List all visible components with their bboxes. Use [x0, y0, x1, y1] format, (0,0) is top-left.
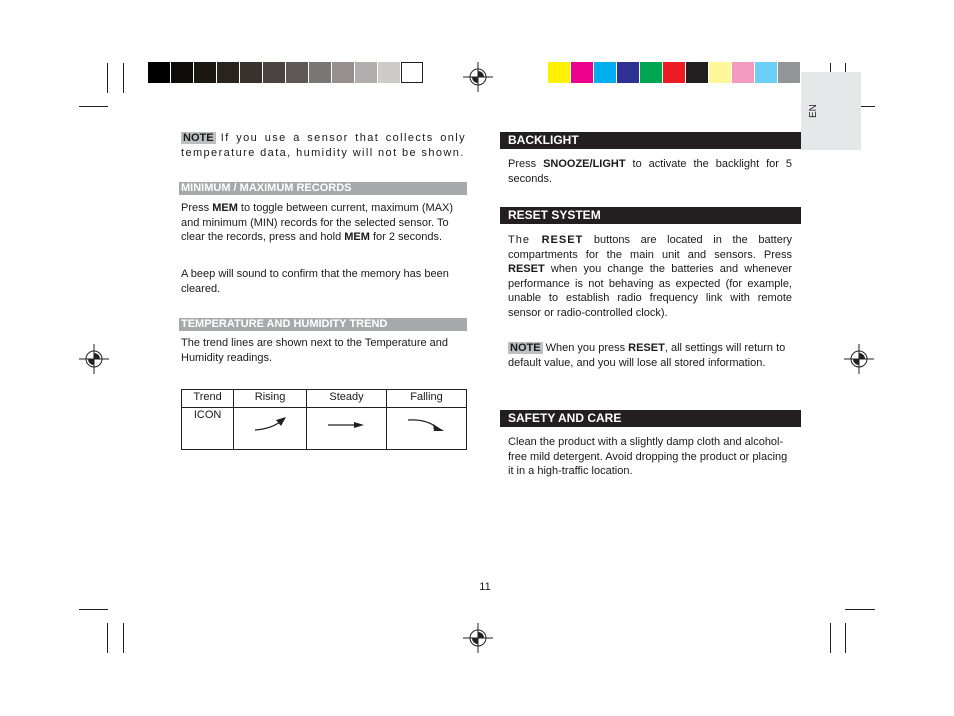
trend-header-cell: Trend — [182, 390, 234, 408]
color-swatch — [194, 62, 216, 83]
section-heading-minmax: MINIMUM / MAXIMUM RECORDS — [179, 182, 467, 195]
trend-table-header-row — [182, 390, 467, 408]
section-heading-backlight: BACKLIGHT — [500, 132, 801, 149]
registration-mark-right-icon — [844, 344, 874, 374]
trend-header-cell: Falling — [386, 390, 466, 408]
color-swatch — [663, 62, 685, 83]
falling-cell — [386, 408, 466, 450]
section-heading-reset: RESET SYSTEM — [500, 207, 801, 224]
beep-paragraph: A beep will sound to confirm that the memory has been cleared. — [181, 268, 449, 295]
trend-row-label: ICON — [182, 408, 234, 450]
color-swatch — [148, 62, 170, 83]
note-text: If you use a sensor that collects only temperature data, humidity will not be shown. — [181, 132, 466, 159]
color-swatch — [732, 62, 754, 83]
language-tab-label: EN — [808, 104, 819, 118]
color-swatch — [332, 62, 354, 83]
trend-header-cell: Rising — [234, 390, 307, 408]
reset-paragraph: The RESET buttons are located in the battery compartments for the main unit and sensors. Press RESET when you change the batteries and whenever performance is not behaving as expected (for example, unable to establish radio frequency link with remote sensor or radio-controlled clock). — [508, 234, 792, 319]
color-swatch — [755, 62, 777, 83]
note-sensor-temperature — [181, 131, 466, 160]
trend-table — [181, 389, 467, 450]
note-tag: NOTE — [510, 342, 541, 354]
color-swatch — [640, 62, 662, 83]
rising-arrow-icon — [250, 408, 290, 438]
color-swatch — [263, 62, 285, 83]
color-swatch — [171, 62, 193, 83]
color-swatch — [309, 62, 331, 83]
color-swatch — [686, 62, 708, 83]
trend-table-icon-row — [182, 408, 467, 450]
section-heading-safety: SAFETY AND CARE — [500, 410, 801, 427]
safety-paragraph: Clean the product with a slightly damp cloth and alcohol-free mild detergent. Avoid dropping the product or placing it in a high-traffic location. — [508, 436, 788, 477]
color-swatch — [548, 62, 570, 83]
color-swatch — [355, 62, 377, 83]
color-swatch — [778, 62, 800, 83]
trend-paragraph: The trend lines are shown next to the Temperature and Humidity readings. — [181, 337, 449, 364]
falling-arrow-icon — [404, 408, 448, 438]
color-swatch — [240, 62, 262, 83]
steady-cell — [307, 408, 387, 450]
section-heading-trend: TEMPERATURE AND HUMIDITY TREND — [179, 318, 467, 331]
rising-cell — [234, 408, 307, 450]
backlight-paragraph: Press SNOOZE/LIGHT to activate the backlight for 5 seconds. — [508, 158, 792, 185]
note-tag: NOTE — [183, 132, 214, 144]
note-reset: NOTE When you press RESET, all settings will return to default value, and you will lose all stored information. — [508, 342, 786, 369]
color-swatch — [401, 62, 423, 83]
steady-arrow-icon — [324, 408, 368, 438]
minmax-paragraph: Press MEM to toggle between current, maximum (MAX) and minimum (MIN) records for the selected sensor. To clear the records, press and hold MEM for 2 seconds. — [181, 202, 454, 243]
trend-header-cell: Steady — [307, 390, 387, 408]
color-swatch — [709, 62, 731, 83]
color-swatch — [617, 62, 639, 83]
page-number: 11 — [479, 581, 491, 593]
registration-mark-left-icon — [79, 344, 109, 374]
color-swatch — [217, 62, 239, 83]
color-swatch — [378, 62, 400, 83]
color-swatch — [594, 62, 616, 83]
registration-mark-bottom-icon — [463, 623, 493, 653]
color-swatch — [571, 62, 593, 83]
color-swatch — [286, 62, 308, 83]
registration-mark-top-icon — [463, 62, 493, 92]
